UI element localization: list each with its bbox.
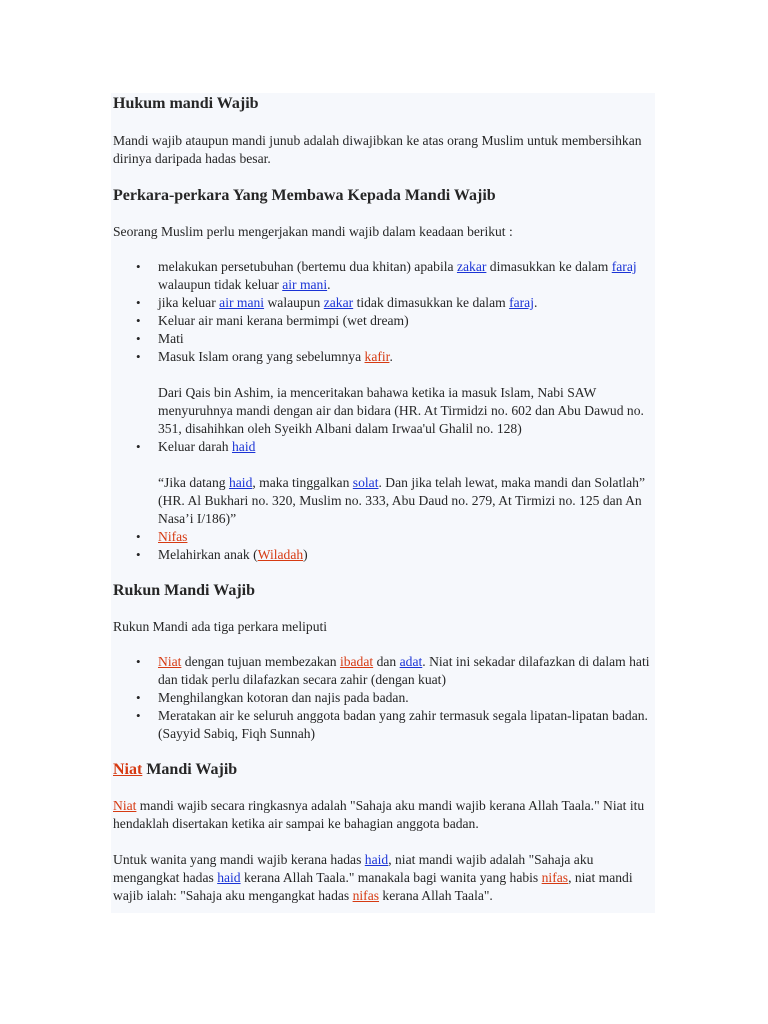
list-item: • melakukan persetubuhan (bertemu dua khitan) apabila zakar dimasukkan ke dalam faraj walaupun tidak keluar air mani. (158, 258, 658, 294)
link-haid[interactable]: haid (217, 870, 241, 885)
link-nifas[interactable]: nifas (352, 888, 380, 903)
list-item: • Mati (158, 330, 658, 348)
link-wiladah[interactable]: Wiladah (257, 547, 304, 562)
link-niat[interactable]: Niat (158, 654, 182, 669)
perkara-intro: Seorang Muslim perlu mengerjakan mandi wajib dalam keadaan berikut : (113, 224, 513, 239)
hukum-paragraph: Mandi wajib ataupun mandi junub adalah diwajibkan ke atas orang Muslim untuk membersihkan dirinya daripada hadas besar. (113, 133, 642, 166)
wanita-paragraph: Untuk wanita yang mandi wajib kerana hadas haid, niat mandi wajib adalah "Sahaja aku mengangkat hadas haid kerana Allah Taala." manakala bagi wanita yang habis nifas, niat mandi wajib ialah: "Sahaja aku mengangkat hadas nifas kerana Allah Taala". (113, 852, 633, 903)
list-item: • Masuk Islam orang yang sebelumnya kafir. Dari Qais bin Ashim, ia menceritakan bahawa ketika ia masuk Islam, Nabi SAW menyuruhnya mandi dengan air dan bidara (HR. At Tirmidzi no. 602 dan Abu Dawud no. 351, disahihkan oleh Syeikh Albani dalam Irwaa'ul Ghalil no. 128) (158, 348, 658, 438)
list-item: • Meratakan air ke seluruh anggota badan yang zahir termasuk segala lipatan-lipatan badan. (Sayyid Sabiq, Fiqh Sunnah) (158, 707, 658, 743)
link-nifas[interactable]: Nifas (158, 529, 188, 544)
list-item: • Keluar air mani kerana bermimpi (wet dream) (158, 312, 658, 330)
section-title-perkara: Perkara-perkara Yang Membawa Kepada Mandi Wajib (113, 187, 496, 204)
link-faraj[interactable]: faraj (611, 259, 637, 274)
link-haid[interactable]: haid (231, 439, 256, 454)
perkara-list (113, 258, 658, 564)
rukun-intro: Rukun Mandi ada tiga perkara meliputi (113, 619, 328, 634)
list-item: • jika keluar air mani walaupun zakar tidak dimasukkan ke dalam faraj. (158, 294, 658, 312)
section-title-niat: Niat Mandi Wajib (113, 761, 238, 778)
article (113, 92, 658, 905)
hadith-note: Dari Qais bin Ashim, ia menceritakan bahawa ketika ia masuk Islam, Nabi SAW menyuruhnya mandi dengan air dan bidara (HR. At Tirmidzi no. 602 dan Abu Dawud no. 351, disahihkan oleh Syeikh Albani dalam Irwaa'ul Ghalil no. 128) (158, 385, 644, 436)
link-kafir[interactable]: kafir (364, 349, 390, 364)
list-item (158, 528, 658, 546)
link-haid[interactable]: haid (364, 852, 389, 867)
link-air-mani[interactable]: air mani (219, 295, 265, 310)
list-item: • Melahirkan anak (Wiladah) (158, 546, 658, 564)
link-niat-title[interactable]: Niat (113, 761, 143, 778)
list-item: • Menghilangkan kotoran dan najis pada badan. (158, 689, 658, 707)
link-faraj[interactable]: faraj (509, 295, 534, 310)
link-niat[interactable]: Niat (113, 798, 137, 813)
link-adat[interactable]: adat (399, 654, 423, 669)
hadith-note: “Jika datang haid, maka tinggalkan solat. Dan jika telah lewat, maka mandi dan Solatlah” (HR. Al Bukhari no. 320, Muslim no. 333, Abu Daud no. 279, At Tirmizi no. 125 dan An Nasa’i I/186)” (158, 475, 645, 526)
link-nifas[interactable]: nifas (541, 870, 569, 885)
link-ibadat[interactable]: ibadat (339, 654, 374, 669)
link-solat[interactable]: solat (352, 475, 379, 490)
section-title-rukun: Rukun Mandi Wajib (113, 582, 255, 599)
niat-paragraph: Niat mandi wajib secara ringkasnya adalah "Sahaja aku mandi wajib kerana Allah Taala." Niat itu hendaklah disertakan ketika air sampai ke bahagian anggota badan. (113, 798, 645, 831)
link-air-mani[interactable]: air mani (282, 277, 328, 292)
link-zakar[interactable]: zakar (456, 259, 487, 274)
rukun-list (113, 653, 658, 743)
list-item: • Niat dengan tujuan membezakan ibadat dan adat. Niat ini sekadar dilafazkan di dalam hati dan tidak perlu dilafazkan secara zahir (dengan kuat) (158, 653, 658, 689)
link-zakar[interactable]: zakar (323, 295, 354, 310)
link-haid[interactable]: haid (228, 475, 253, 490)
section-title-hukum: Hukum mandi Wajib (113, 95, 259, 112)
list-item: • Keluar darah haid “Jika datang haid, maka tinggalkan solat. Dan jika telah lewat, maka mandi dan Solatlah” (HR. Al Bukhari no. 320, Muslim no. 333, Abu Daud no. 279, At Tirmizi no. 125 dan An Nasa’i I/186)” (158, 438, 658, 528)
